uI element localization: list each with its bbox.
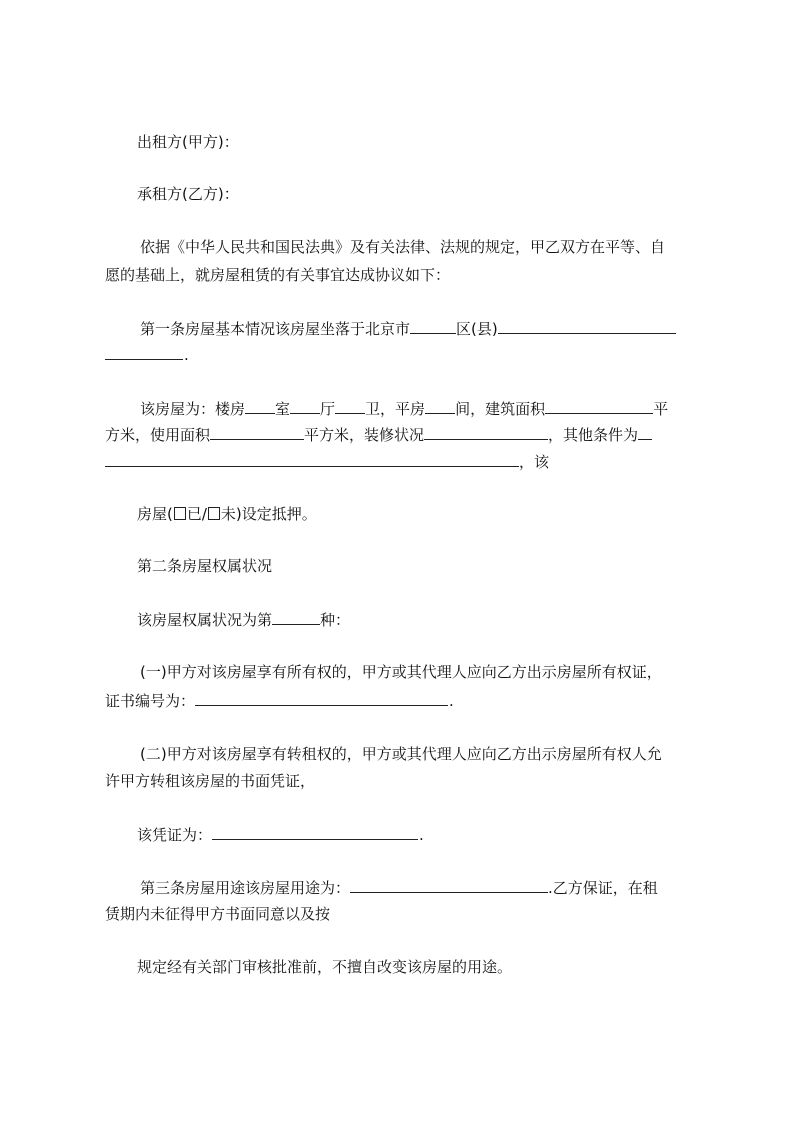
item2-line-2: 许甲方转租该房屋的书面凭证，	[105, 772, 316, 790]
building-area-blank[interactable]	[545, 398, 653, 414]
jian-label: 间，建筑面积	[455, 400, 546, 418]
article1-line-2	[105, 344, 189, 365]
gai-label: ，该	[519, 453, 550, 471]
house-line-2	[105, 424, 652, 445]
article2-title: 第二条房屋权属状况	[137, 557, 273, 575]
other-blank[interactable]	[638, 424, 652, 440]
ownership-suffix: 种：	[320, 611, 351, 629]
article3-continued: 规定经有关部门审核批准前，不擅自改变该房屋的用途。	[137, 958, 513, 976]
certificate-label: 证书编号为：	[105, 692, 196, 710]
article1-line-1	[140, 318, 676, 339]
house-line-3	[105, 451, 549, 472]
voucher-line	[137, 824, 424, 845]
voucher-label: 该凭证为：	[137, 826, 213, 844]
not-label: 未)设定抵押。	[220, 505, 317, 523]
room-label: 室	[275, 400, 291, 418]
mortgage-prefix: 房屋(	[137, 505, 173, 523]
bath-label: 卫，平房	[365, 400, 426, 418]
house-line-1	[140, 398, 668, 419]
preamble-line-2: 愿的基础上，就房屋租赁的有关事宜达成协议如下：	[105, 266, 451, 284]
sqm2-label: 平方米，装修状况	[304, 426, 425, 444]
room-blank[interactable]	[245, 398, 275, 414]
lessor-label: 出租方(甲方)：	[137, 133, 239, 151]
not-mortgaged-checkbox[interactable]	[208, 507, 220, 520]
house-prefix: 该房屋为：楼房	[140, 400, 246, 418]
voucher-blank[interactable]	[212, 824, 418, 840]
ownership-line	[137, 609, 350, 630]
certificate-number-blank[interactable]	[195, 690, 448, 706]
voucher-end: .	[419, 826, 424, 844]
mortgaged-checkbox[interactable]	[174, 507, 186, 520]
ping-label: 平	[653, 400, 669, 418]
district-label: 区(县)	[456, 320, 498, 338]
ownership-prefix: 该房屋权属状况为第	[137, 611, 273, 629]
item1-line-1: (一)甲方对该房屋享有所有权的，甲方或其代理人应向乙方出示房屋所有权证，	[140, 663, 662, 681]
article3-line-2: 赁期内未征得甲方书面同意以及按	[105, 905, 331, 923]
already-label: 已/	[186, 505, 207, 523]
district-blank[interactable]	[410, 318, 456, 334]
item1-end: .	[449, 692, 454, 710]
sqm-label: 方米，使用面积	[105, 426, 211, 444]
decoration-blank[interactable]	[424, 424, 548, 440]
article3-suffix: .乙方保证，在租	[548, 879, 658, 897]
other-label: ，其他条件为	[548, 426, 639, 444]
hall-label: 厅	[320, 400, 336, 418]
usable-area-blank[interactable]	[210, 424, 304, 440]
article1-end: .	[184, 346, 189, 364]
usage-blank[interactable]	[350, 877, 548, 893]
bath-blank[interactable]	[335, 398, 365, 414]
address-blank[interactable]	[498, 318, 676, 334]
article1-text: 第一条房屋基本情况该房屋坐落于北京市	[140, 320, 411, 338]
mortgage-line	[137, 504, 317, 524]
item2-line-1: (二)甲方对该房屋享有转租权的，甲方或其代理人应向乙方出示房屋所有权人允	[140, 745, 662, 763]
other-conditions-blank[interactable]	[105, 451, 519, 467]
jian-blank[interactable]	[425, 398, 455, 414]
article3-line-1	[140, 877, 658, 898]
item1-line-2	[105, 690, 454, 711]
hall-blank[interactable]	[290, 398, 320, 414]
preamble-line-1: 依据《中华人民共和国民法典》及有关法律、法规的规定，甲乙双方在平等、自	[140, 238, 666, 256]
lessee-label: 承租方(乙方)：	[137, 185, 239, 203]
article3-prefix: 第三条房屋用途该房屋用途为：	[140, 879, 351, 897]
ownership-type-blank[interactable]	[272, 609, 320, 625]
address-blank-2[interactable]	[105, 344, 183, 360]
